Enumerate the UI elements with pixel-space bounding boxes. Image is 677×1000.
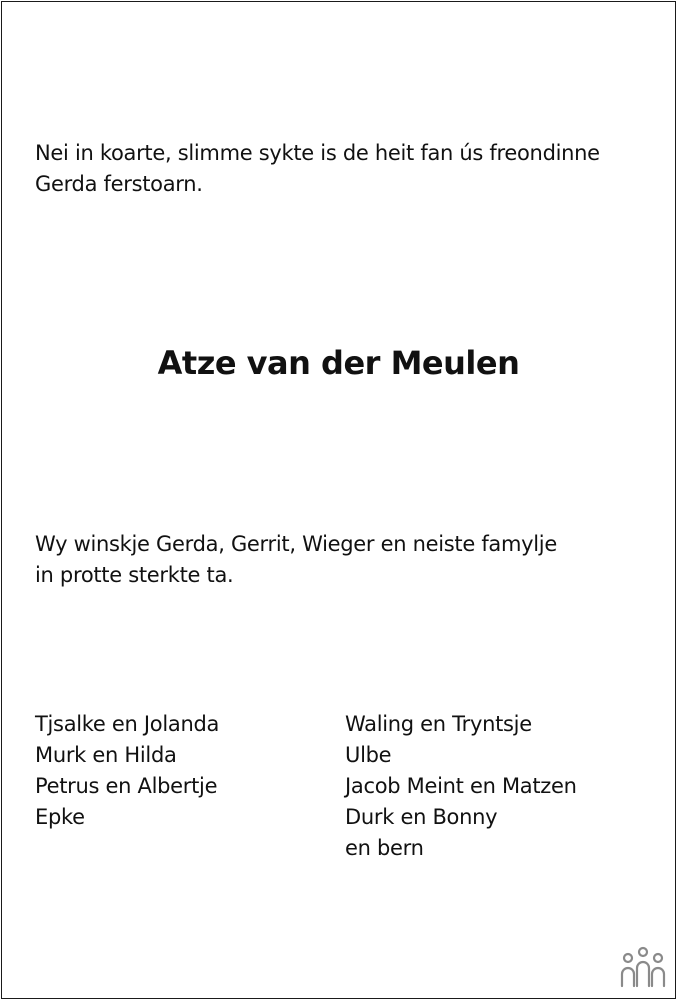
signatories-left-column	[35, 709, 219, 833]
condolence-line: in protte sterkte ta.	[35, 563, 234, 587]
obituary-card	[1, 1, 676, 999]
signatory-name: Tjsalke en Jolanda	[35, 712, 220, 736]
signatory-name: Murk en Hilda	[35, 743, 177, 767]
deceased-name: Atze van der Meulen	[157, 344, 520, 382]
intro-message	[35, 138, 600, 200]
signatory-name: en bern	[345, 836, 424, 860]
signatory-name: Petrus en Albertje	[35, 774, 218, 798]
signatory-name: Durk en Bonny	[345, 805, 498, 829]
intro-line: Gerda ferstoarn.	[35, 172, 203, 196]
signatory-name: Epke	[35, 805, 85, 829]
intro-line: Nei in koarte, slimme sykte is de heit fan ús freondinne	[35, 141, 600, 165]
signatories-right-column	[345, 709, 577, 864]
condolence-line: Wy winskje Gerda, Gerrit, Wieger en neiste famylje	[35, 532, 557, 556]
people-group-icon	[619, 945, 667, 989]
signatory-name: Jacob Meint en Matzen	[345, 774, 577, 798]
signatory-name: Ulbe	[345, 743, 392, 767]
signatory-name: Waling en Tryntsje	[345, 712, 532, 736]
condolence-message	[35, 529, 557, 591]
